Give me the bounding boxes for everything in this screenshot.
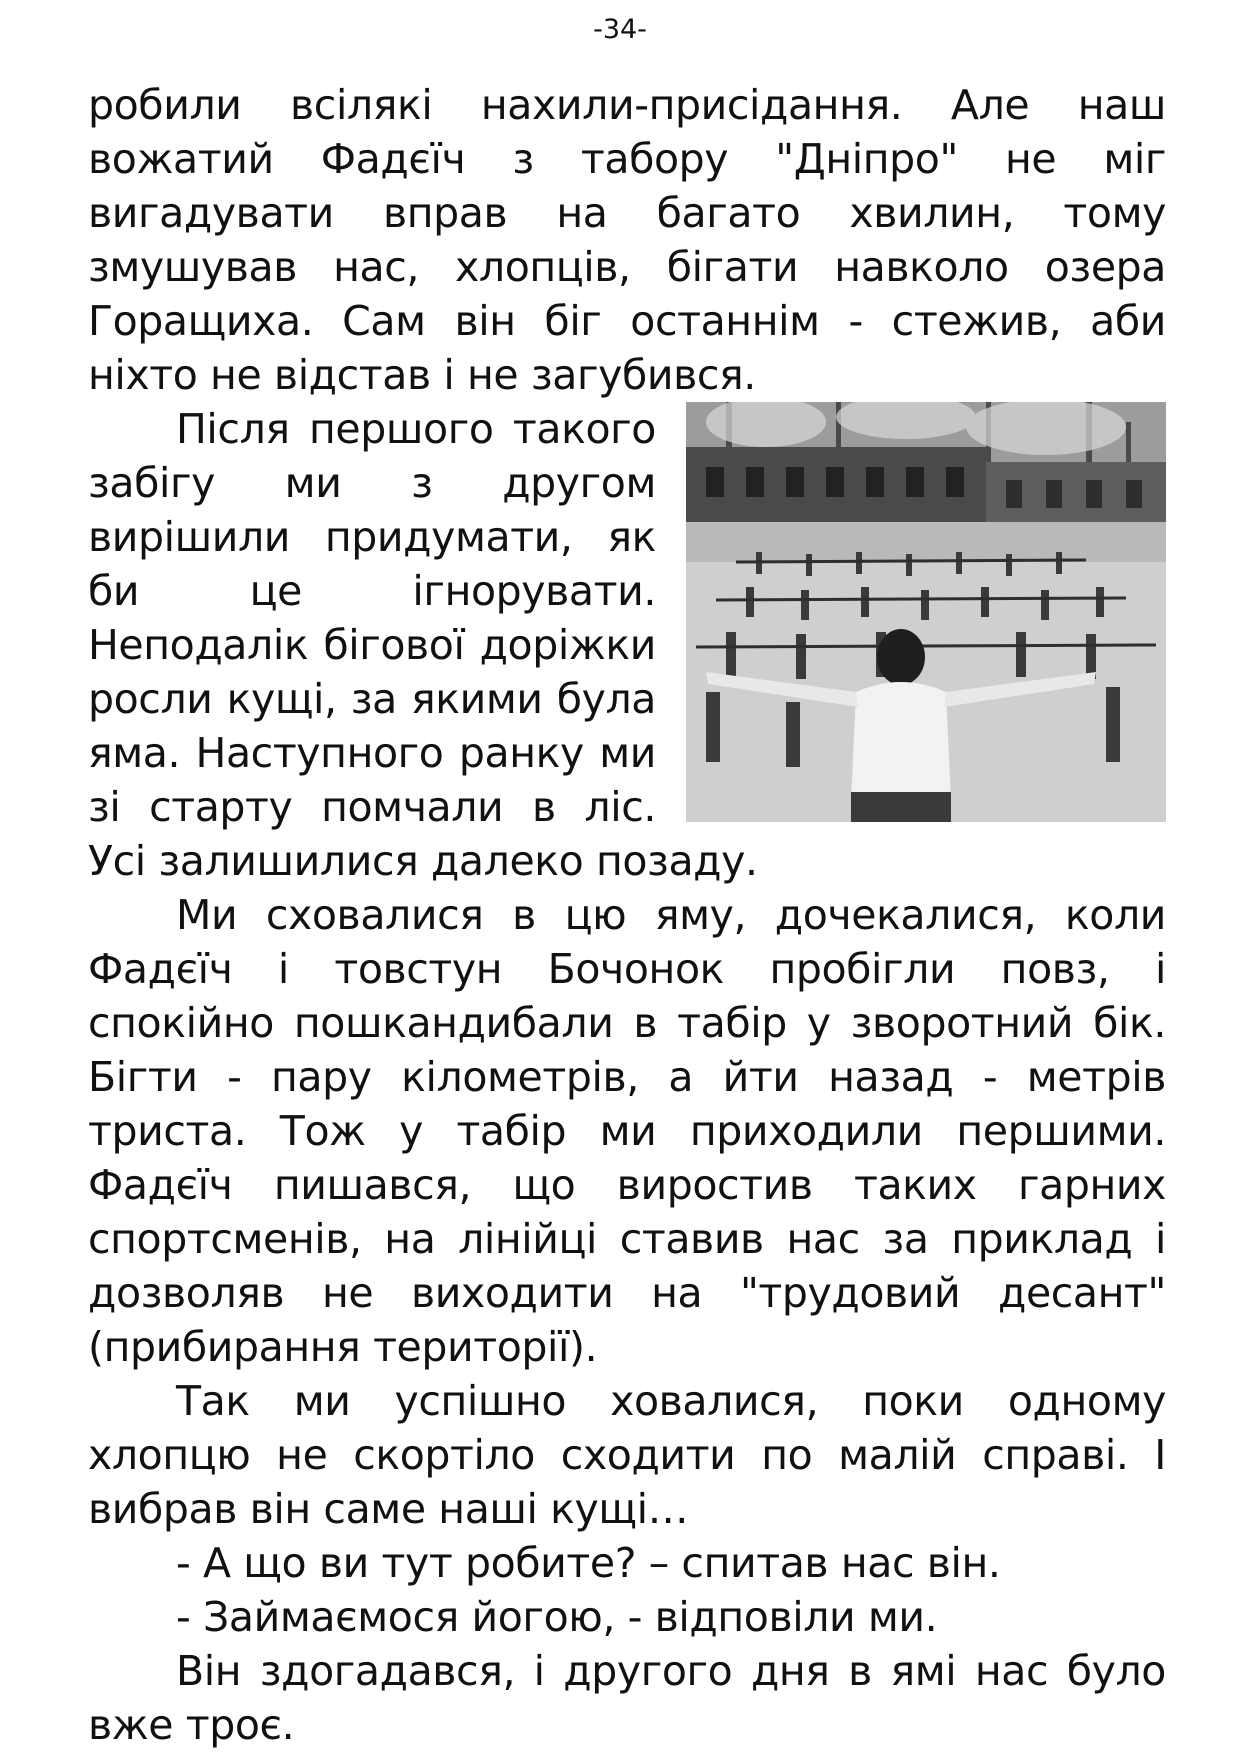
paragraph-5: - А що ви тут робите? – спитав нас він. <box>176 1539 1001 1587</box>
paragraph-3: Ми сховалися в цю яму, дочекалися, коли Фадєїч і товстун Бочонок пробігли повз, і спокійно пошкандибали в табір у зворотний бік. Бігти - пару кілометрів, а йти назад - метрів триста. Тож у табір ми приходили першими. Фадєїч пишався, що виростив таких гарних спортсменів, на лінійці ставив нас за приклад і дозволяв не виходити на "трудовий десант" (прибирання території). <box>88 891 1166 1371</box>
article-body <box>88 78 1166 1752</box>
paragraph-4: Так ми успішно ховалися, поки одному хлопцю не скортіло сходити по малій справі. І вибрав він саме наші кущі… <box>88 1377 1166 1533</box>
camp-exercise-photo <box>686 402 1166 822</box>
paragraph-7: Він здогадався, і другого дня в ямі нас було вже троє. <box>88 1647 1166 1749</box>
paragraph-2: Після першого такого забігу ми з другом вирішили придумати, як би це ігнорувати. Неподалік бігової доріжки росли кущі, за якими була яма. Наступного ранку ми зі старту помчали в ліс. Усі залишилися далеко позаду. <box>88 405 758 885</box>
page-number: -34- <box>593 14 647 45</box>
paragraph-1: робили всілякі нахили-присідання. Але наш вожатий Фадєїч з табору "Дніпро" не міг вигадувати вправ на багато хвилин, тому змушував нас, хлопців, бігати навколо озера Горащиха. Сам він біг останнім - стежив, аби ніхто не відстав і не загубився. <box>88 81 1166 399</box>
paragraph-6: - Займаємося йогою, - відповіли ми. <box>176 1593 938 1641</box>
